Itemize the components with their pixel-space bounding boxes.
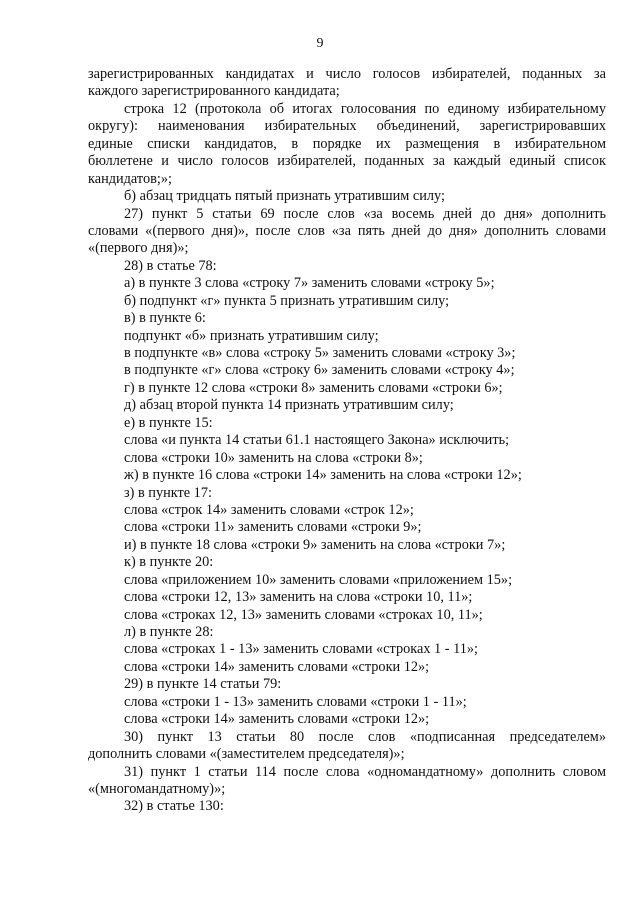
text-line: кандидатов;»; [88,170,172,187]
page-number: 9 [316,36,324,51]
text-line: слова «строк 14» заменить словами «строк 12»; [124,501,414,518]
text-line: слова «строки 14» заменить словами «строки 12»; [124,658,430,675]
text-line: 28) в статье 78: [124,257,217,274]
text-line: слова «приложением 10» заменить словами «приложением 15»; [124,571,513,588]
text-line: к) в пункте 20: [124,554,214,571]
text-line: в подпункте «г» слова «строку 6» заменить словами «строку 4»; [124,362,515,379]
text-line: л) в пункте 28: [124,624,214,640]
text-line: слова «строки 12, 13» заменить на слова «строки 10, 11»; [124,589,473,606]
text-line: ж) в пункте 16 слова «строки 14» заменить на слова «строки 12»; [124,467,522,484]
text-line: б) подпункт «г» пункта 5 признать утратившим силу; [124,292,450,309]
text-line: 27) пункт 5 статьи 69 после слов «за восемь дней до дня» дополнить [124,205,606,222]
text-line: а) в пункте 3 слова «строку 7» заменить словами «строку 5»; [124,275,495,292]
text-line: слова «и пункта 14 статьи 61.1 настоящего Закона» исключить; [124,432,510,449]
text-line: словами «(первого дня)», после слов «за пять дней до дня» дополнить словами [88,222,606,239]
text-line: е) в пункте 15: [124,414,213,431]
text-line: зарегистрированных кандидатах и число голосов избирателей, поданных за [88,66,606,82]
text-line: в) в пункте 6: [124,310,206,327]
text-line: в подпункте «в» слова «строку 5» заменить словами «строку 3»; [124,345,516,361]
text-line: слова «строки 10» заменить на слова «строки 8»; [124,449,423,466]
text-line: 29) в пункте 14 статьи 79: [124,676,282,693]
text-line: слова «строки 11» заменить словами «строки 9»; [124,519,422,536]
text-line: 30) пункт 13 статьи 80 после слов «подписанная председателем» [124,728,606,745]
text-line: 32) в статье 130: [124,798,224,815]
text-line: д) абзац второй пункта 14 признать утратившим силу; [124,397,454,414]
text-line: и) в пункте 18 слова «строки 9» заменить на слова «строки 7»; [124,536,506,553]
text-line: «(первого дня)»; [88,240,189,257]
text-line: слова «строках 12, 13» заменить словами «строках 10, 11»; [124,606,483,623]
text-line: подпункт «б» признать утратившим силу; [124,327,379,344]
text-line: 31) пункт 1 статьи 114 после слова «одномандатному» дополнить словом [124,763,606,780]
text-line: «(многомандатному)»; [88,780,226,797]
text-line: слова «строках 1 - 13» заменить словами «строках 1 - 11»; [124,641,478,658]
text-line: слова «строки 1 - 13» заменить словами «строки 1 - 11»; [124,693,467,710]
text-line: г) в пункте 12 слова «строки 8» заменить словами «строки 6»; [124,379,503,396]
text-line: каждого зарегистрированного кандидата; [88,83,340,100]
text-line: дополнить словами «(заместителем председателя)»; [88,746,405,763]
text-line: строка 12 (протокола об итогах голосования по единому избирательному [124,100,606,117]
text-line: слова «строки 14» заменить словами «строки 12»; [124,711,430,728]
text-line: единые списки кандидатов, в порядке их размещения в избирательном [88,135,606,152]
document-body [88,66,606,816]
text-line: бюллетене и число голосов избирателей, поданных за каждый единый список [88,153,606,170]
text-line: з) в пункте 17: [124,484,212,501]
text-line: округу): наименования избирательных объединений, зарегистрировавших [88,118,606,135]
text-line: б) абзац тридцать пятый признать утратившим силу; [124,188,445,205]
